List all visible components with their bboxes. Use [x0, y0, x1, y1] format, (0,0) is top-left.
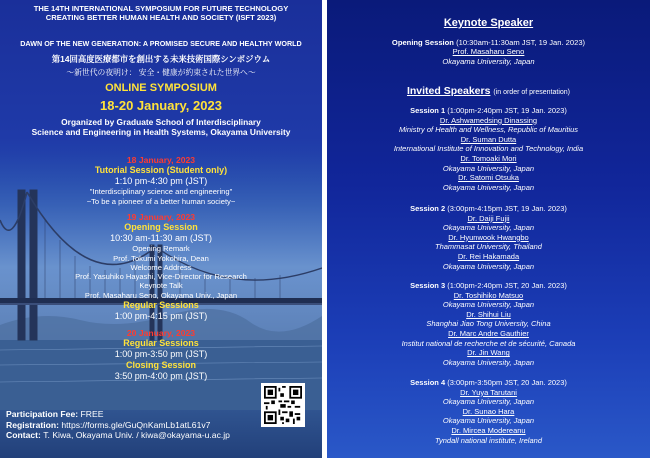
day1-time: 1:10 pm-4:30 pm (JST): [114, 176, 208, 187]
session-header: [327, 378, 650, 388]
day2-line: Prof. Masaharu Seno, Okayama Univ., Japan: [84, 290, 238, 300]
contact-value[interactable]: T. Kiwa, Okayama Univ. / kiwa@okayama-u.ac.jp: [43, 430, 230, 441]
speaker-affiliation: Okayama University, Japan: [442, 397, 535, 407]
fee-row: [6, 409, 230, 420]
speaker-affiliation: Okayama University, Japan: [442, 163, 535, 173]
day3-regular-time: 1:00 pm-3:50 pm (JST): [114, 349, 208, 360]
title-line: CREATING BETTER HUMAN HEALTH AND SOCIETY (ISFT 2023): [45, 13, 277, 23]
day2-line: Opening Remark: [132, 244, 190, 254]
speaker-affiliation: Ministry of Health and Wellness, Republic of Mauritius: [398, 125, 579, 135]
invited-heading-title: Invited Speakers: [406, 85, 491, 97]
speaker-name: Dr. Ashwamedsing Dinassing: [439, 115, 538, 125]
qr-icon: [264, 386, 302, 424]
day1-note: "Interdisciplinary science and engineering": [89, 187, 233, 197]
day1-note: ~To be a pioneer of a better human society~: [86, 196, 236, 206]
speaker-affiliation: Thammasat University, Thailand: [435, 242, 542, 252]
session-label: Session 3: [410, 281, 446, 290]
session-time: (1:00pm-2:40pm JST, 20 Jan. 2023): [447, 281, 567, 290]
speaker-name: Dr. Toshihiko Matsuo: [453, 290, 524, 300]
session-header: [327, 281, 650, 291]
day1-date: 18 January, 2023: [126, 155, 196, 165]
session-header: [327, 106, 650, 116]
session-label: Session 1: [410, 106, 446, 115]
speaker-name: Dr. Hyunwook Hwangbo: [448, 232, 529, 242]
keynote-session-row: [327, 38, 650, 47]
speaker-name: Dr. Tomoaki Mori: [460, 153, 517, 163]
speaker-name: Dr. Jin Wang: [467, 348, 510, 358]
session-2: [327, 204, 650, 271]
speaker-name: Dr. Satomi Otsuka: [458, 173, 519, 183]
keynote-block: [327, 38, 650, 66]
symposium-theme-jp: 〜新世代の夜明け： 安全・健康が約束された世界へ〜: [66, 68, 256, 77]
day3-regular-title: Regular Sessions: [123, 338, 199, 349]
speaker-affiliation: Okayama University, Japan: [442, 300, 535, 310]
speaker-affiliation: Institut national de recherche et de sécurité, Canada: [401, 338, 576, 348]
speaker-name: Dr. Sunao Hara: [462, 406, 515, 416]
day2-date: 19 January, 2023: [126, 211, 196, 222]
organizer-line: Science and Engineering in Health Systems, Okayama University: [31, 127, 291, 138]
speaker-name: Dr. Shihui Liu: [466, 309, 511, 319]
speaker-affiliation: Okayama University, Japan: [442, 416, 535, 426]
symposium-title-jp: 第14回高度医療都市を創出する未来技術国際シンポジウム: [51, 54, 271, 64]
day2-regular-time: 1:00 pm-4:15 pm (JST): [114, 310, 208, 321]
registration-link[interactable]: https://forms.gle/GuQnKamLb1atL61v7: [61, 419, 211, 430]
symposium-title-en: [0, 4, 322, 23]
session-time: (3:00pm-3:50pm JST, 20 Jan. 2023): [447, 378, 567, 387]
speaker-name: Dr. Yuya Tarutani: [460, 387, 517, 397]
day3-closing-title: Closing Session: [125, 360, 196, 371]
day3-date: 20 January, 2023: [126, 327, 196, 338]
speaker-name: Dr. Mircea Modereanu: [451, 425, 526, 435]
speaker-affiliation: Okayama University, Japan: [442, 357, 535, 367]
contact-row: [6, 430, 230, 441]
day2-line: Prof. Yasuhiko Hayashi, Vice-Director for Research: [75, 272, 247, 282]
speaker-affiliation: Okayama University, Japan: [442, 261, 535, 271]
keynote-time: (10:30am-11:30am JST, 19 Jan. 2023): [456, 38, 586, 47]
session-time: (3:00pm-4:15pm JST, 19 Jan. 2023): [447, 204, 567, 213]
speaker-name: Dr. Marc Andre Gauthier: [448, 328, 529, 338]
title-line: THE 14TH INTERNATIONAL SYMPOSIUM FOR FUTURE TECHNOLOGY: [33, 4, 289, 13]
flyer-right-panel: [327, 0, 650, 458]
day2-line: Prof. Tokumi Yokohira, Dean: [113, 253, 209, 263]
day1-title: Tutorial Session (Student only): [94, 165, 228, 176]
invited-heading-note: (in order of presentation): [493, 89, 571, 96]
speaker-affiliation: Okayama University, Japan: [442, 223, 535, 233]
keynote-speaker-name: Prof. Masaharu Seno: [452, 47, 525, 57]
session-time: (1:00pm-2:40pm JST, 19 Jan. 2023): [447, 106, 567, 115]
organizer: [0, 117, 322, 138]
day2-title: Opening Session: [124, 222, 198, 233]
registration-qr-code: [261, 383, 305, 427]
invited-heading: [327, 85, 650, 98]
flyer-left-panel: [0, 0, 322, 458]
speaker-affiliation: Tyndall national institute, Ireland: [434, 435, 542, 445]
session-1: [327, 106, 650, 192]
program-schedule: [0, 155, 322, 382]
speaker-affiliation: Shanghai Jiao Tong University, China: [426, 319, 551, 329]
online-symposium-label: ONLINE SYMPOSIUM: [105, 82, 217, 94]
fee-label: Participation Fee:: [6, 409, 79, 419]
day2-line: Keynote Talk: [139, 281, 183, 291]
day2-line: Welcome Address: [130, 262, 192, 272]
day2-regular-title: Regular Sessions: [123, 299, 199, 310]
session-3: [327, 281, 650, 367]
contact-label: Contact:: [6, 430, 41, 441]
session-4: [327, 378, 650, 445]
speaker-affiliation: International Institute of Innovation and Technology, India: [393, 144, 584, 154]
speaker-name: Dr. Daiji Fujii: [467, 213, 510, 223]
speaker-name: Dr. Rei Hakamada: [457, 251, 520, 261]
symposium-theme-en: DAWN OF THE NEW GENERATION: A PROMISED SECURE AND HEALTHY WORLD: [20, 39, 302, 48]
fee-value: FREE: [80, 409, 104, 419]
session-label: Session 4: [410, 378, 446, 387]
day2-time: 10:30 am-11:30 am (JST): [110, 233, 212, 244]
session-label: Session 2: [410, 204, 446, 213]
speaker-affiliation: Okayama University, Japan: [442, 182, 535, 192]
keynote-session-label: Opening Session: [391, 38, 454, 47]
keynote-speaker-affiliation: Okayama University, Japan: [442, 56, 535, 66]
keynote-heading: Keynote Speaker: [443, 17, 534, 29]
day3-closing-time: 3:50 pm-4:00 pm (JST): [114, 371, 208, 382]
speaker-name: Dr. Suman Dutta: [460, 134, 517, 144]
session-header: [327, 204, 650, 214]
registration-label: Registration:: [6, 419, 59, 430]
registration-info: [6, 409, 230, 441]
registration-row: [6, 420, 230, 431]
symposium-dates: 18-20 January, 2023: [100, 98, 222, 113]
organizer-line: Organized by Graduate School of Interdisciplinary: [61, 117, 261, 127]
